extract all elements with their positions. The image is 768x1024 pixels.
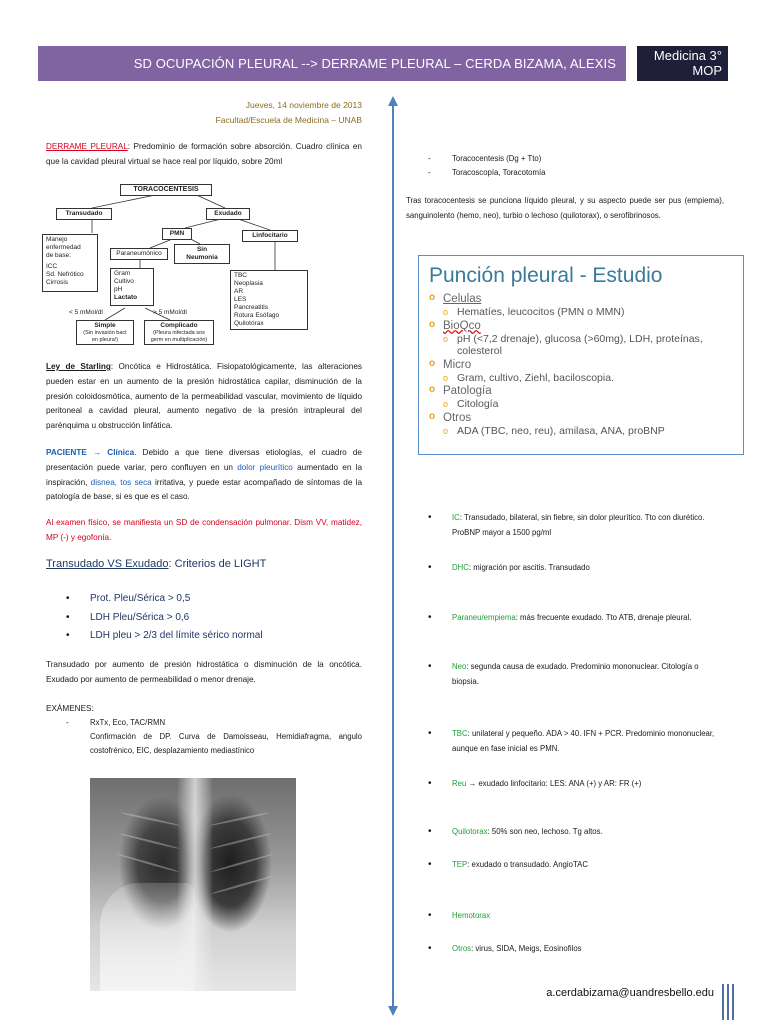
examenes-list bbox=[66, 716, 362, 758]
diagram-complicado bbox=[144, 320, 214, 345]
page-header bbox=[38, 46, 728, 81]
diagram-root: TORACOCENTESIS bbox=[120, 184, 212, 196]
diagram-sin-neumonia bbox=[174, 244, 230, 264]
slide-section bbox=[429, 384, 733, 411]
diagram-cause-line: TBC bbox=[234, 272, 247, 279]
paciente-disnea: disnea, tos seca bbox=[90, 477, 152, 487]
cause-text: : virus, SIDA, Meigs, Eosinofilos bbox=[471, 944, 582, 953]
starling-paragraph bbox=[46, 360, 362, 434]
diagram-linfo-causes bbox=[230, 270, 308, 330]
diagram-manejo-line: Manejo bbox=[46, 236, 68, 243]
slide-sub-item: o pH (<7,2 drenaje), glucosa (>60mg), LDH, proteínas, colesterol bbox=[443, 333, 733, 358]
diagram-cause-line: Neoplasia bbox=[234, 280, 263, 287]
diagram-simple bbox=[76, 320, 134, 345]
xray-rib bbox=[211, 875, 273, 895]
xray-rib bbox=[210, 812, 269, 826]
footer-decoration-bars bbox=[722, 984, 736, 1020]
course-name: Medicina 3° bbox=[653, 48, 722, 63]
slide-section-label: Patología bbox=[443, 385, 492, 397]
xray-spine bbox=[178, 778, 212, 991]
slide-sub-item: o Hematíes, leucocitos (PMN o MMN) bbox=[443, 306, 733, 319]
intro-text: : Predominio de formación sobre absorción. Cuadro clínica en que la cavidad pleural virtual se hace real por líquido, sobre 20ml bbox=[46, 142, 362, 166]
examenes-item-row bbox=[66, 716, 362, 730]
diagram-right-threshold: > 5 mMol/dl bbox=[153, 309, 187, 316]
cause-hemotorax bbox=[428, 908, 724, 923]
slide-sub-item: o ADA (TBC, neo, reu), amilasa, ANA, proBNP bbox=[443, 425, 733, 438]
diagram-gram bbox=[110, 268, 154, 306]
intro-term: DERRAME PLEURAL bbox=[46, 142, 128, 151]
examen-fisico-paragraph: Al examen físico, se manifiesta un SD de condensación pulmonar. Dism VV, matidez, MP (-) y egofonía. bbox=[46, 518, 362, 542]
xray-rib bbox=[117, 853, 179, 873]
cause-dhc bbox=[428, 560, 724, 575]
cause-neo bbox=[428, 659, 724, 689]
light-criterion: • LDH Pleu/Sérica > 0,6 bbox=[66, 609, 263, 628]
intro-paragraph bbox=[46, 140, 362, 170]
diagram-gram-line: pH bbox=[114, 286, 123, 293]
document-title: SD OCUPACIÓN PLEURAL --> DERRAME PLEURAL – CERDA BIZAMA, ALEXIS bbox=[133, 56, 616, 71]
diagram-transudado: Transudado bbox=[56, 208, 112, 220]
diagram-cause-line: Quilotórax bbox=[234, 320, 264, 327]
footer-bar bbox=[722, 984, 724, 1020]
diagram-gram-line: Cultivo bbox=[114, 278, 134, 285]
cause-reu bbox=[428, 776, 724, 791]
slide-title: Punción pleural - Estudio bbox=[429, 264, 663, 287]
cause-text: : unilateral y pequeño. ADA > 40. IFN + PCR. Predominio mononuclear, aunque en fase inicial es PMN. bbox=[452, 729, 715, 753]
toracocentesis-diagram bbox=[40, 178, 360, 348]
paciente-paragraph bbox=[46, 446, 362, 505]
diagram-cause-line: Rotura Esófago bbox=[234, 312, 280, 319]
examenes-item: RxTx, Eco, TAC/RMN bbox=[90, 718, 166, 727]
diagram-complicado-label: Complicado bbox=[160, 322, 198, 329]
cause-label: TEP bbox=[452, 860, 468, 869]
cause-label: Neo bbox=[452, 662, 467, 671]
diagram-linfocitario: Linfocitario bbox=[242, 230, 298, 242]
xray-rib bbox=[120, 812, 179, 826]
cause-text: : más frecuente exudado. Tto ATB, drenaje pleural. bbox=[515, 613, 692, 622]
puncion-slide-image bbox=[418, 255, 744, 455]
cause-tep bbox=[428, 857, 724, 872]
diagram-manejo-line: Cirrosis bbox=[46, 279, 69, 286]
diagram-simple-label: Simple bbox=[94, 322, 116, 329]
paciente-label: PACIENTE → Clínica bbox=[46, 448, 135, 457]
chest-xray-image bbox=[90, 778, 296, 991]
procedure-item: - Toracocentesis (Dg + Tto) bbox=[428, 152, 545, 166]
cause-label: Quilotorax bbox=[452, 827, 488, 836]
course-code: MOP bbox=[692, 63, 722, 78]
dash-marker: - bbox=[66, 718, 69, 727]
xray-rib bbox=[211, 853, 273, 873]
school-name: Facultad/Escuela de Medicina – UNAB bbox=[215, 115, 362, 125]
puncion-paragraph: Tras toracocentesis se punciona líquido pleural, y su aspecto puede ser pus (empiema), sanguinolento (hemo, neo), turbio o lechoso (quilotorax), o serofibrinosos. bbox=[406, 196, 724, 220]
diagram-manejo-line: de base: bbox=[46, 252, 71, 259]
xray-rib bbox=[211, 833, 272, 850]
cause-text: : segunda causa de exudado. Predominio mononuclear. Citología o biopsia. bbox=[452, 662, 699, 686]
header-title-bar bbox=[38, 46, 626, 81]
cause-tbc bbox=[428, 726, 724, 756]
diagram-manejo-line: enfermedad bbox=[46, 244, 81, 251]
slide-section bbox=[429, 411, 733, 438]
slide-sub-item: o Citología bbox=[443, 398, 733, 411]
author-email: a.cerdabizama@uandresbello.edu bbox=[546, 987, 714, 999]
cause-label: Reu bbox=[452, 779, 467, 788]
cause-paraneu bbox=[428, 610, 724, 625]
diagram-left-threshold: < 5 mMol/dl bbox=[69, 309, 103, 316]
diagram-sin-neumonia-line: Sin bbox=[196, 246, 208, 253]
cause-label: Paraneu/empiema bbox=[452, 613, 516, 622]
cause-label: Hemotorax bbox=[452, 911, 491, 920]
cause-text: : 50% son neo, lechoso. Tg altos. bbox=[487, 827, 603, 836]
procedure-item: - Toracoscopía, Toracotomía bbox=[428, 166, 545, 180]
diagram-cause-line: LES bbox=[234, 296, 247, 303]
cause-text: : migración por ascitis. Transudado bbox=[468, 563, 590, 572]
diagram-pmn: PMN bbox=[162, 228, 192, 240]
slide-section-label: Micro bbox=[443, 358, 472, 371]
cause-label: IC bbox=[452, 513, 460, 522]
divider-line bbox=[392, 104, 394, 1008]
paciente-text-3: irritativa, y puede estar acompañado de síntomas de la patología de base, si es que es el caso. bbox=[46, 477, 362, 502]
transudado-paragraph: Transudado por aumento de presión hidrostática o disminución de la oncótica. Exudado por aumento de permeabilidad o menor drenaje. bbox=[46, 660, 362, 684]
diagram-paraneumonico: Paraneumónico bbox=[110, 248, 168, 260]
diagram-gram-line: Lactato bbox=[114, 294, 138, 301]
slide-section-label: BioQco bbox=[443, 319, 481, 332]
diagram-simple-note: en pleura!) bbox=[91, 336, 119, 343]
slide-list bbox=[429, 292, 733, 437]
diagram-manejo-line: ICC bbox=[46, 263, 58, 270]
cause-text: → exudado linfocitario: LES: ANA (+) y AR: FR (+) bbox=[466, 779, 642, 788]
diagram-manejo-line: Sd. Nefrótico bbox=[46, 271, 84, 278]
diagram-gram-line: Gram bbox=[114, 270, 131, 277]
diagram-manejo bbox=[42, 234, 98, 292]
footer-bar bbox=[732, 984, 734, 1020]
paciente-text-1: . Debido a que tiene diversas etiologías, el cuadro de presentación puede variar, pero confluyen en un bbox=[46, 448, 362, 472]
cause-otros bbox=[428, 941, 724, 956]
examenes-detail: Confirmación de DP. Curva de Damoisseau, Hemidiafragma, angulo costofrénico, EIC, desplazamiento mediastínico bbox=[90, 732, 362, 755]
light-title-main: Transudado VS Exudado bbox=[46, 558, 169, 570]
light-criterion: • LDH pleu > 2/3 del límite sérico normal bbox=[66, 627, 263, 646]
cause-text: : Transudado, bilateral, sin fiebre, sin dolor pleurítico. Tto con diurético. ProBNP mayor a 1500 pg/ml bbox=[452, 513, 705, 537]
footer-bar bbox=[727, 984, 729, 1020]
diagram-sin-neumonia-line: Neumonia bbox=[186, 254, 218, 261]
diagram-cause-line: Pancreatitis bbox=[234, 304, 268, 311]
cause-label: TBC bbox=[452, 729, 468, 738]
diagram-simple-note: (Sin invasión bact bbox=[83, 330, 127, 336]
diagram-complicado-note: (Pleura infectada sos bbox=[153, 330, 205, 336]
paciente-text-2: aumentado en la inspiración, bbox=[46, 462, 362, 487]
cause-label: Otros bbox=[452, 944, 472, 953]
slide-section-label: Celulas bbox=[443, 293, 482, 305]
document-date: Jueves, 14 noviembre de 2013 bbox=[245, 100, 362, 110]
slide-section bbox=[429, 319, 733, 358]
diagram-cause-line: AR bbox=[234, 288, 244, 295]
procedures-list bbox=[428, 152, 545, 180]
cause-quilotorax bbox=[428, 824, 724, 839]
cause-text: : exudado o transudado. AngioTAC bbox=[467, 860, 588, 869]
slide-section bbox=[429, 292, 733, 319]
xray-rib bbox=[119, 833, 180, 850]
starling-term: Ley de Starling bbox=[46, 362, 111, 371]
diagram-complicado-note: germ en multiplicación) bbox=[150, 336, 208, 343]
date-block bbox=[120, 98, 362, 128]
light-criterion: • Prot. Pleu/Sérica > 0,5 bbox=[66, 590, 263, 609]
examenes-title: EXÁMENES: bbox=[46, 704, 94, 713]
light-criteria-list bbox=[66, 590, 263, 646]
cause-label: DHC bbox=[452, 563, 469, 572]
course-badge bbox=[630, 46, 728, 81]
arrow-down-icon bbox=[388, 1006, 398, 1016]
slide-section-label: Otros bbox=[443, 411, 472, 424]
light-title bbox=[46, 558, 266, 570]
slide-section bbox=[429, 358, 733, 385]
paciente-dolor: dolor pleurítico bbox=[237, 462, 293, 472]
diagram-exudado: Exudado bbox=[206, 208, 250, 220]
slide-sub-item: o Gram, cultivo, Ziehl, baciloscopia. bbox=[443, 372, 733, 385]
column-divider-arrow bbox=[388, 96, 398, 1016]
starling-text: : Oncótica e Hidrostática. Fisiopatológicamente, las alteraciones pueden estar en un aumento de la presión hidrostática capilar, disminución de la presión coloidosmótica, aumento de la permeabilidad vascular, movimiento de líquido peritoneal a cavidad pleural, aumento negativo de la presión intrapleural del parénquima u obstrucción linfática. bbox=[46, 362, 362, 431]
light-title-rest: : Criterios de LIGHT bbox=[168, 558, 267, 570]
cause-ic bbox=[428, 510, 724, 540]
